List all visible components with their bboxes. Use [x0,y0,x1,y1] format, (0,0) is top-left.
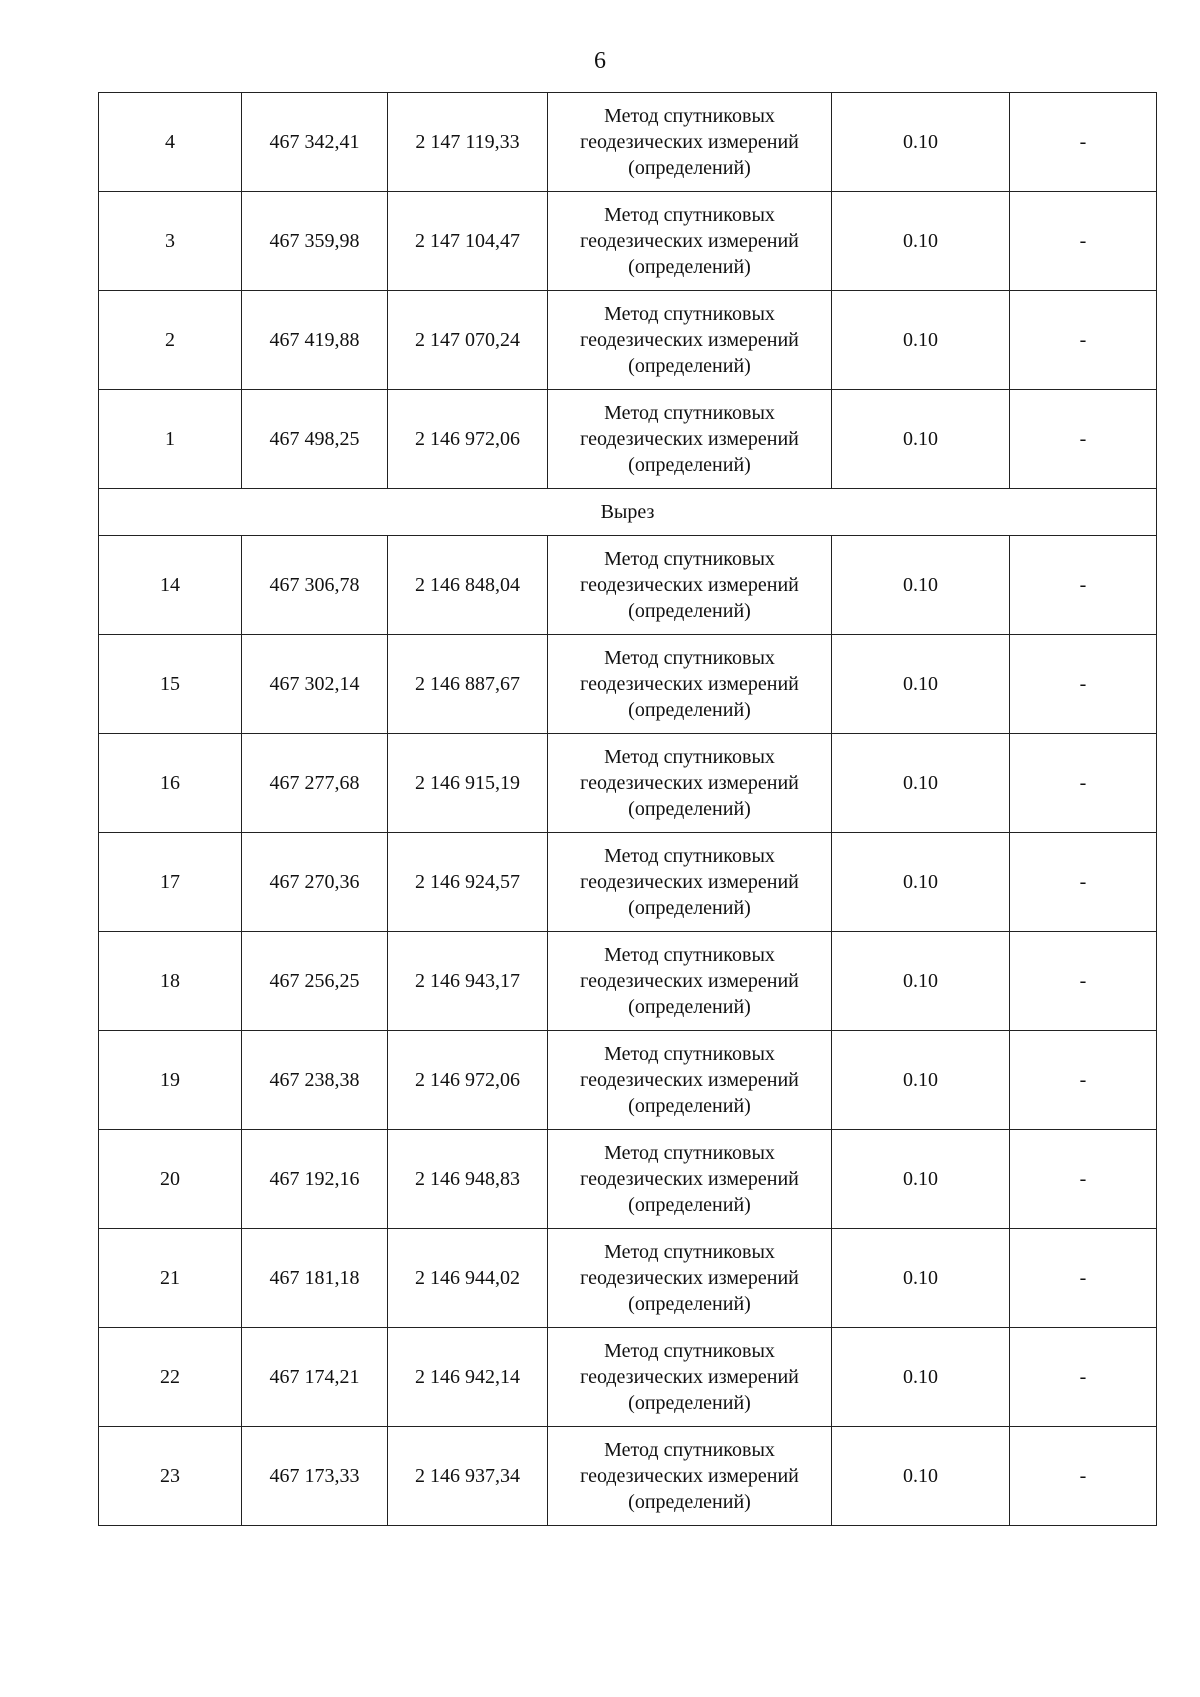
x-coordinate-cell: 467 174,21 [242,1328,388,1427]
point-number-cell: 22 [99,1328,242,1427]
section-label: Вырез [99,489,1157,536]
method-line: Метод спутниковых [604,402,775,424]
table-row [99,1130,1157,1229]
note-cell: - [1010,1130,1157,1229]
y-coordinate-cell: 2 147 104,47 [388,192,548,291]
accuracy-cell: 0.10 [832,734,1010,833]
accuracy-cell: 0.10 [832,1031,1010,1130]
method-line: геодезических измерений [580,772,799,794]
table-row [99,1229,1157,1328]
method-line: (определений) [628,355,751,377]
accuracy-cell: 0.10 [832,93,1010,192]
accuracy-cell: 0.10 [832,635,1010,734]
note-cell: - [1010,192,1157,291]
y-coordinate-cell: 2 146 887,67 [388,635,548,734]
note-cell: - [1010,635,1157,734]
method-cell [548,635,832,734]
method-line: Метод спутниковых [604,944,775,966]
x-coordinate-cell: 467 270,36 [242,833,388,932]
method-line: (определений) [628,157,751,179]
method-cell [548,734,832,833]
point-number-cell: 17 [99,833,242,932]
method-line: (определений) [628,1392,751,1414]
method-line: геодезических измерений [580,574,799,596]
accuracy-cell: 0.10 [832,932,1010,1031]
y-coordinate-cell: 2 146 943,17 [388,932,548,1031]
table-row [99,291,1157,390]
method-line: Метод спутниковых [604,746,775,768]
method-line: геодезических измерений [580,1168,799,1190]
method-cell [548,833,832,932]
method-cell [548,932,832,1031]
method-line: Метод спутниковых [604,845,775,867]
method-cell [548,1031,832,1130]
method-line: (определений) [628,798,751,820]
method-cell [548,192,832,291]
y-coordinate-cell: 2 146 944,02 [388,1229,548,1328]
method-line: Метод спутниковых [604,647,775,669]
y-coordinate-cell: 2 147 070,24 [388,291,548,390]
accuracy-cell: 0.10 [832,1130,1010,1229]
point-number-cell: 18 [99,932,242,1031]
method-line: (определений) [628,996,751,1018]
point-number-cell: 14 [99,536,242,635]
method-line: (определений) [628,256,751,278]
point-number-cell: 21 [99,1229,242,1328]
section-row [99,489,1157,536]
method-line: Метод спутниковых [604,1043,775,1065]
accuracy-cell: 0.10 [832,192,1010,291]
x-coordinate-cell: 467 419,88 [242,291,388,390]
table-row [99,93,1157,192]
point-number-cell: 16 [99,734,242,833]
x-coordinate-cell: 467 302,14 [242,635,388,734]
method-line: Метод спутниковых [604,1241,775,1263]
note-cell: - [1010,1229,1157,1328]
point-number-cell: 3 [99,192,242,291]
accuracy-cell: 0.10 [832,536,1010,635]
point-number-cell: 20 [99,1130,242,1229]
table-row [99,390,1157,489]
y-coordinate-cell: 2 146 848,04 [388,536,548,635]
table-row [99,1031,1157,1130]
method-line: (определений) [628,897,751,919]
method-line: геодезических измерений [580,1069,799,1091]
note-cell: - [1010,833,1157,932]
table-row [99,1328,1157,1427]
method-line: геодезических измерений [580,1465,799,1487]
y-coordinate-cell: 2 147 119,33 [388,93,548,192]
x-coordinate-cell: 467 306,78 [242,536,388,635]
note-cell: - [1010,1328,1157,1427]
y-coordinate-cell: 2 146 915,19 [388,734,548,833]
note-cell: - [1010,734,1157,833]
accuracy-cell: 0.10 [832,1229,1010,1328]
x-coordinate-cell: 467 359,98 [242,192,388,291]
x-coordinate-cell: 467 498,25 [242,390,388,489]
method-cell [548,1229,832,1328]
note-cell: - [1010,93,1157,192]
method-cell [548,1328,832,1427]
point-number-cell: 19 [99,1031,242,1130]
method-cell [548,536,832,635]
x-coordinate-cell: 467 238,38 [242,1031,388,1130]
y-coordinate-cell: 2 146 972,06 [388,390,548,489]
method-line: Метод спутниковых [604,548,775,570]
y-coordinate-cell: 2 146 942,14 [388,1328,548,1427]
accuracy-cell: 0.10 [832,833,1010,932]
x-coordinate-cell: 467 342,41 [242,93,388,192]
table-row [99,635,1157,734]
method-line: геодезических измерений [580,871,799,893]
accuracy-cell: 0.10 [832,1427,1010,1526]
note-cell: - [1010,1427,1157,1526]
method-line: (определений) [628,600,751,622]
point-number-cell: 2 [99,291,242,390]
x-coordinate-cell: 467 256,25 [242,932,388,1031]
table-row [99,1427,1157,1526]
accuracy-cell: 0.10 [832,1328,1010,1427]
method-line: (определений) [628,454,751,476]
accuracy-cell: 0.10 [832,291,1010,390]
point-number-cell: 23 [99,1427,242,1526]
x-coordinate-cell: 467 181,18 [242,1229,388,1328]
method-line: геодезических измерений [580,1267,799,1289]
method-cell [548,93,832,192]
method-line: геодезических измерений [580,1366,799,1388]
note-cell: - [1010,390,1157,489]
x-coordinate-cell: 467 192,16 [242,1130,388,1229]
method-line: Метод спутниковых [604,1439,775,1461]
table-row [99,932,1157,1031]
method-line: геодезических измерений [580,428,799,450]
table-row [99,833,1157,932]
note-cell: - [1010,291,1157,390]
point-number-cell: 4 [99,93,242,192]
method-line: геодезических измерений [580,230,799,252]
table-row [99,734,1157,833]
table-row [99,192,1157,291]
method-line: (определений) [628,699,751,721]
method-line: (определений) [628,1293,751,1315]
y-coordinate-cell: 2 146 937,34 [388,1427,548,1526]
method-cell [548,291,832,390]
y-coordinate-cell: 2 146 948,83 [388,1130,548,1229]
note-cell: - [1010,932,1157,1031]
table-row [99,536,1157,635]
method-cell [548,1130,832,1229]
method-line: (определений) [628,1194,751,1216]
y-coordinate-cell: 2 146 924,57 [388,833,548,932]
method-cell [548,1427,832,1526]
x-coordinate-cell: 467 173,33 [242,1427,388,1526]
coordinates-table [98,92,1157,1526]
page-number: 6 [594,48,606,74]
method-line: (определений) [628,1095,751,1117]
method-line: Метод спутниковых [604,1340,775,1362]
point-number-cell: 1 [99,390,242,489]
method-line: Метод спутниковых [604,105,775,127]
note-cell: - [1010,1031,1157,1130]
method-cell [548,390,832,489]
method-line: геодезических измерений [580,970,799,992]
method-line: Метод спутниковых [604,303,775,325]
y-coordinate-cell: 2 146 972,06 [388,1031,548,1130]
method-line: геодезических измерений [580,131,799,153]
method-line: геодезических измерений [580,673,799,695]
method-line: Метод спутниковых [604,1142,775,1164]
accuracy-cell: 0.10 [832,390,1010,489]
point-number-cell: 15 [99,635,242,734]
x-coordinate-cell: 467 277,68 [242,734,388,833]
method-line: (определений) [628,1491,751,1513]
method-line: Метод спутниковых [604,204,775,226]
method-line: геодезических измерений [580,329,799,351]
note-cell: - [1010,536,1157,635]
